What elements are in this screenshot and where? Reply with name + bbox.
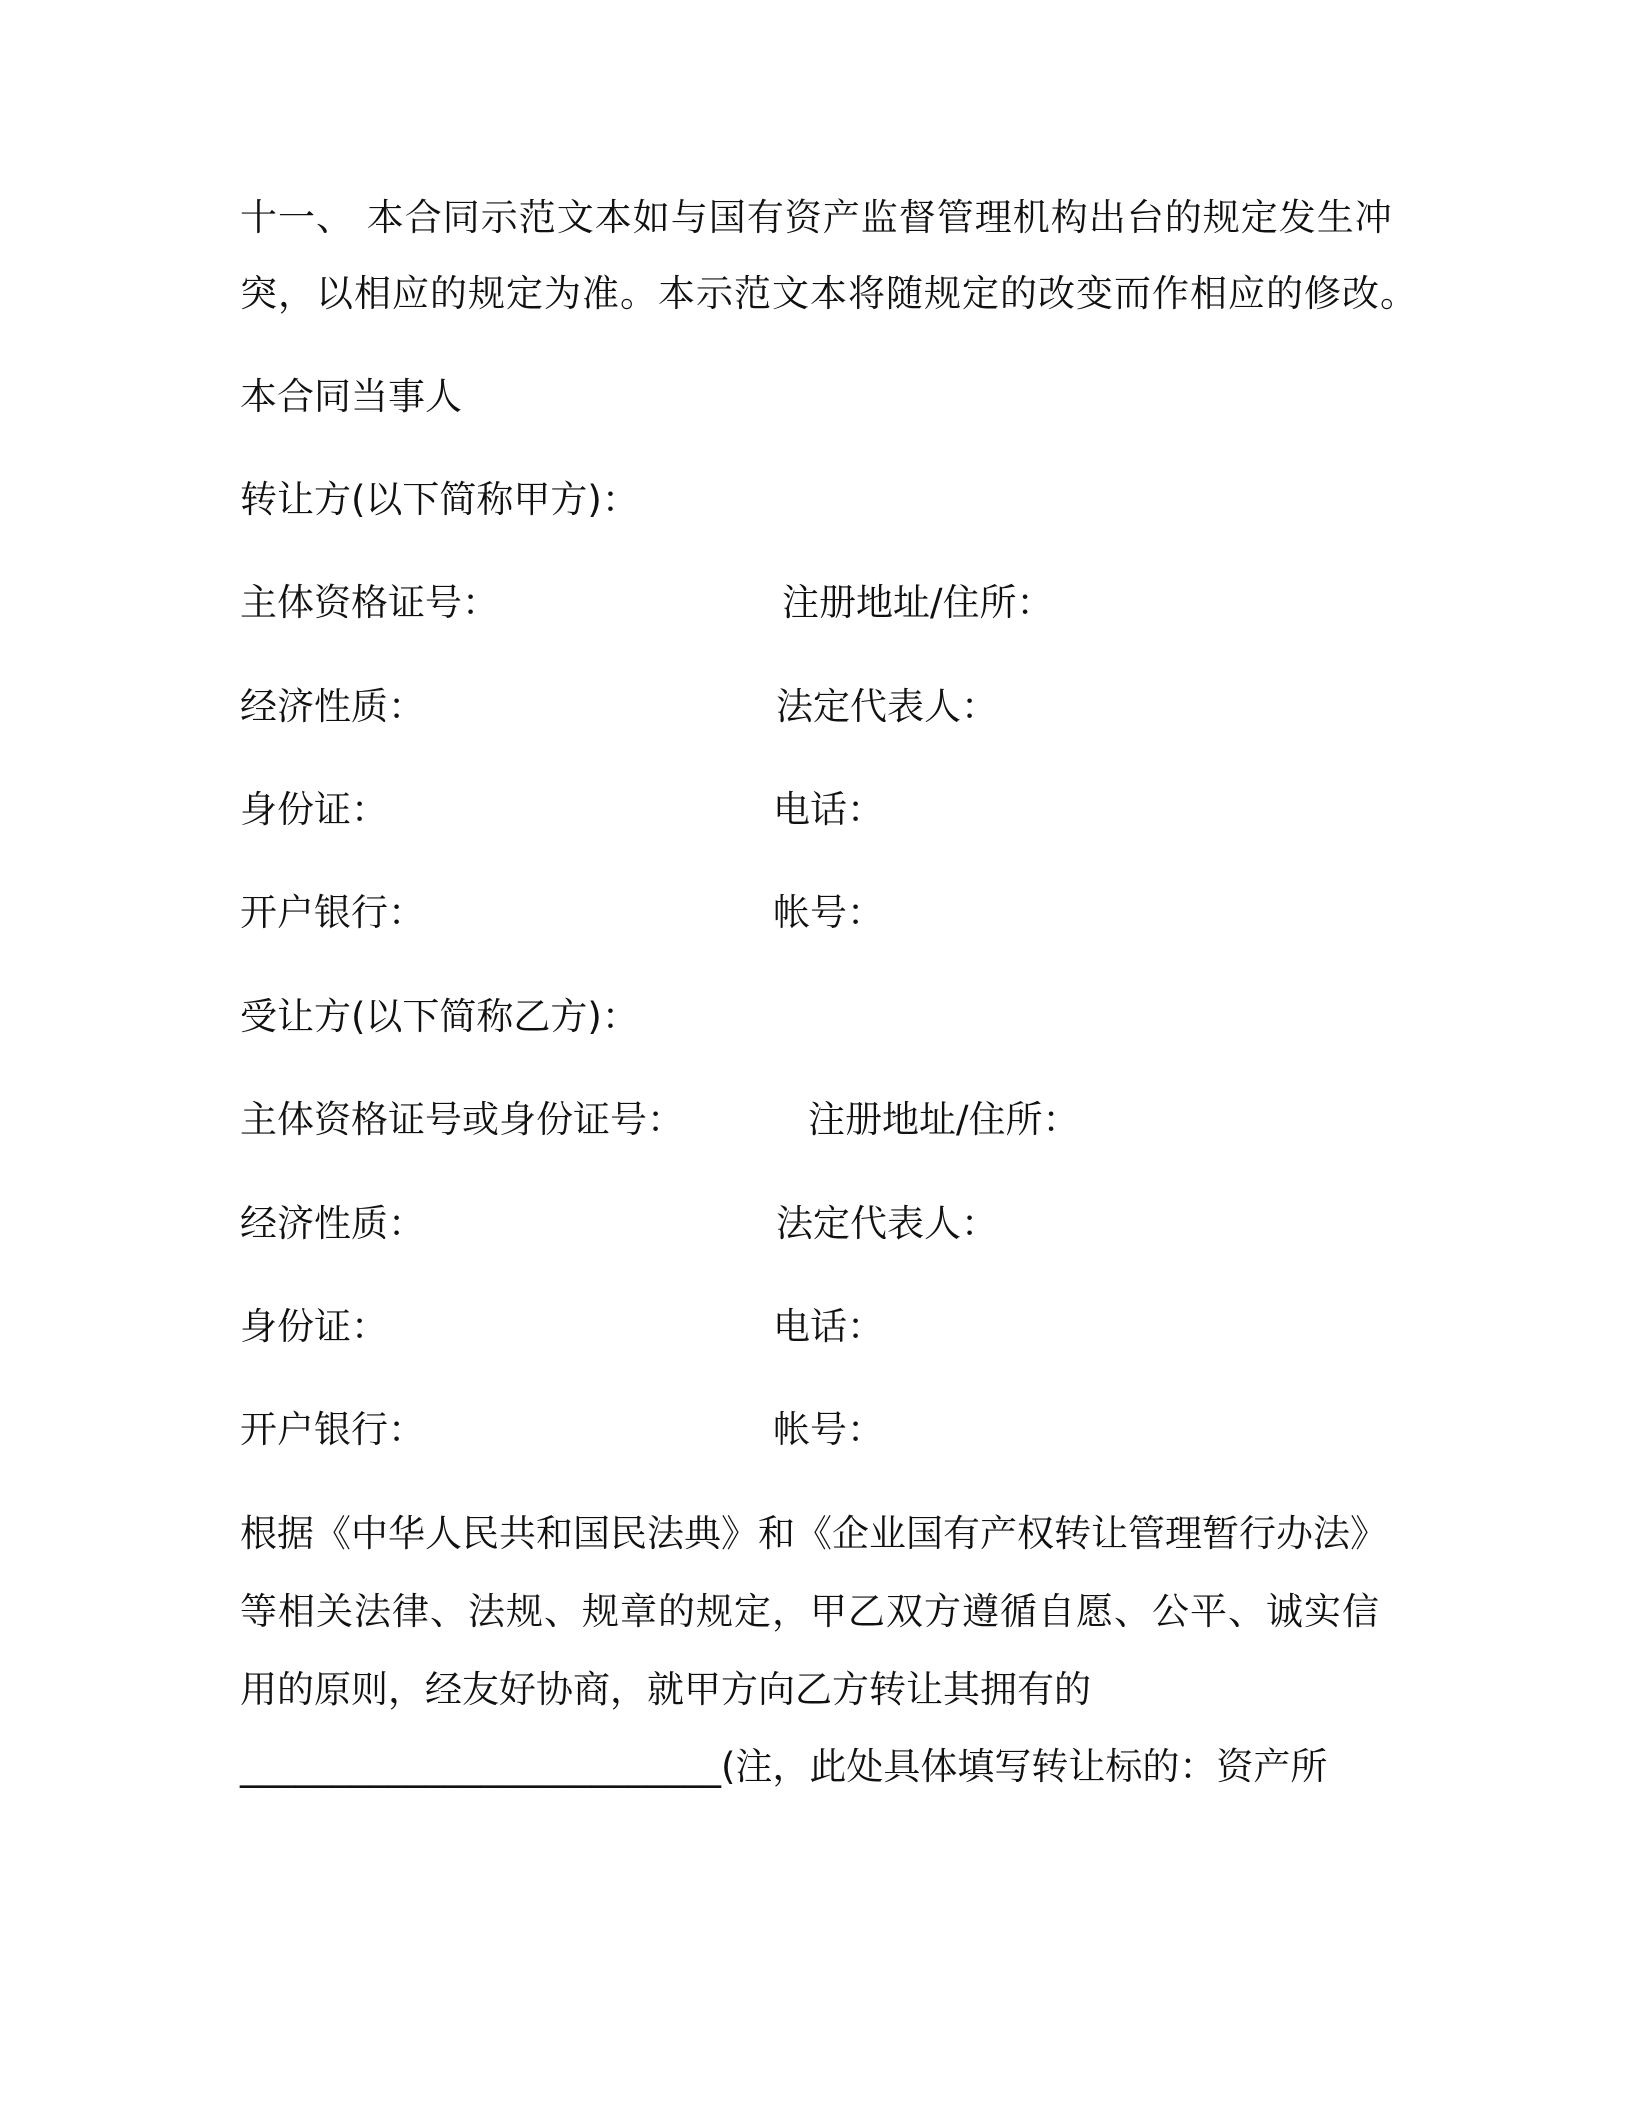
- transferee-legal-rep-label: 法定代表人：: [776, 1202, 998, 1245]
- clause-11-line-1: 十一、 本合同示范文本如与国有资产监督管理机构出台的规定发生冲: [240, 196, 1393, 239]
- transferor-idcard-label: 身份证：: [240, 788, 388, 831]
- transferee-idcard-label: 身份证：: [240, 1305, 388, 1348]
- transferor-account-label: 帐号：: [773, 891, 884, 934]
- preamble-line-4: __________________________(注，此处具体填写转让标的：资产所: [240, 1745, 1328, 1788]
- transferee-address-label: 注册地址/住所：: [808, 1098, 1080, 1141]
- preamble-line-1: 根据《中华人民共和国民法典》和《企业国有产权转让管理暂行办法》: [240, 1512, 1387, 1555]
- transferee-bank-label: 开户银行：: [240, 1408, 425, 1451]
- transferor-legal-rep-label: 法定代表人：: [776, 685, 998, 728]
- transferor-nature-label: 经济性质：: [240, 685, 425, 728]
- transferor-phone-label: 电话：: [773, 788, 884, 831]
- preamble-line-3: 用的原则，经友好协商，就甲方向乙方转让其拥有的: [240, 1668, 1091, 1711]
- transferor-id-label: 主体资格证号：: [240, 581, 499, 624]
- transferee-account-label: 帐号：: [773, 1408, 884, 1451]
- transferee-nature-label: 经济性质：: [240, 1202, 425, 1245]
- transferee-phone-label: 电话：: [773, 1305, 884, 1348]
- parties-heading: 本合同当事人: [240, 375, 462, 418]
- transferor-bank-label: 开户银行：: [240, 891, 425, 934]
- clause-11-line-2: 突，以相应的规定为准。本示范文本将随规定的改变而作相应的修改。: [240, 272, 1418, 315]
- transferee-heading: 受让方(以下简称乙方)：: [240, 995, 639, 1038]
- transferee-id-label: 主体资格证号或身份证号：: [240, 1098, 684, 1141]
- transferor-address-label: 注册地址/住所：: [782, 581, 1054, 624]
- preamble-line-2: 等相关法律、法规、规章的规定，甲乙双方遵循自愿、公平、诚实信: [240, 1590, 1380, 1633]
- transferor-heading: 转让方(以下简称甲方)：: [240, 478, 639, 521]
